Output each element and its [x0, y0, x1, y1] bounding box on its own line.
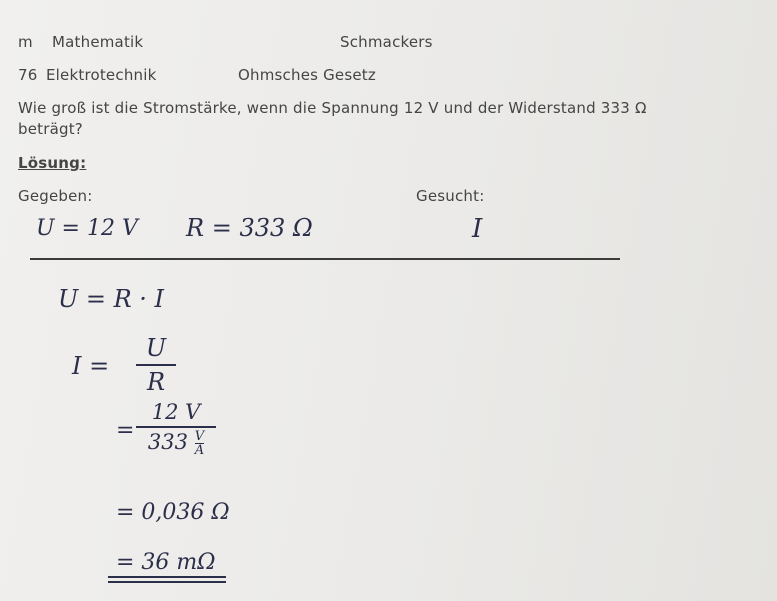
worksheet-title: Ohmsches Gesetz [238, 66, 376, 84]
step-decimal-result: = 0,036 Ω [116, 500, 230, 525]
fraction-u-over-r [136, 334, 176, 396]
question-line-1: Wie groß ist die Stromstärke, wenn die Spannung 12 V und der Widerstand 333 Ω [18, 99, 647, 117]
topic-number: 76 [18, 66, 38, 84]
given-voltage: U = 12 V [36, 216, 138, 241]
fraction-denominator: R [146, 368, 166, 396]
unit-volt-per-ampere: $\frac{V}{A}$ [194, 429, 205, 458]
subject-prefix: m [18, 33, 33, 51]
fraction-numerator: 12 V [151, 400, 201, 424]
step-rearranged-lhs: I = [72, 352, 110, 380]
step-substitute-equals: = [116, 418, 135, 443]
subject: Mathematik [52, 33, 144, 51]
topic: Elektrotechnik [46, 66, 157, 84]
final-result: = 36 mΩ [116, 550, 216, 575]
author: Schmackers [340, 33, 433, 51]
question-line-2: beträgt? [18, 120, 83, 138]
sought-variable: I [472, 214, 483, 244]
formula-ohms-law: U = R · I [58, 285, 165, 313]
fraction-denominator: $333 \frac{V}{A}$ [147, 429, 205, 458]
sought-label: Gesucht: [416, 187, 485, 205]
given-label: Gegeben: [18, 187, 93, 205]
result-underline-2 [108, 581, 226, 583]
fraction-substituted [136, 400, 216, 456]
given-resistance: R = 333 Ω [186, 214, 313, 242]
solution-heading: Lösung: [18, 154, 87, 172]
separator-line [30, 258, 620, 260]
result-underline-1 [108, 576, 226, 578]
fraction-numerator: U [145, 334, 167, 362]
